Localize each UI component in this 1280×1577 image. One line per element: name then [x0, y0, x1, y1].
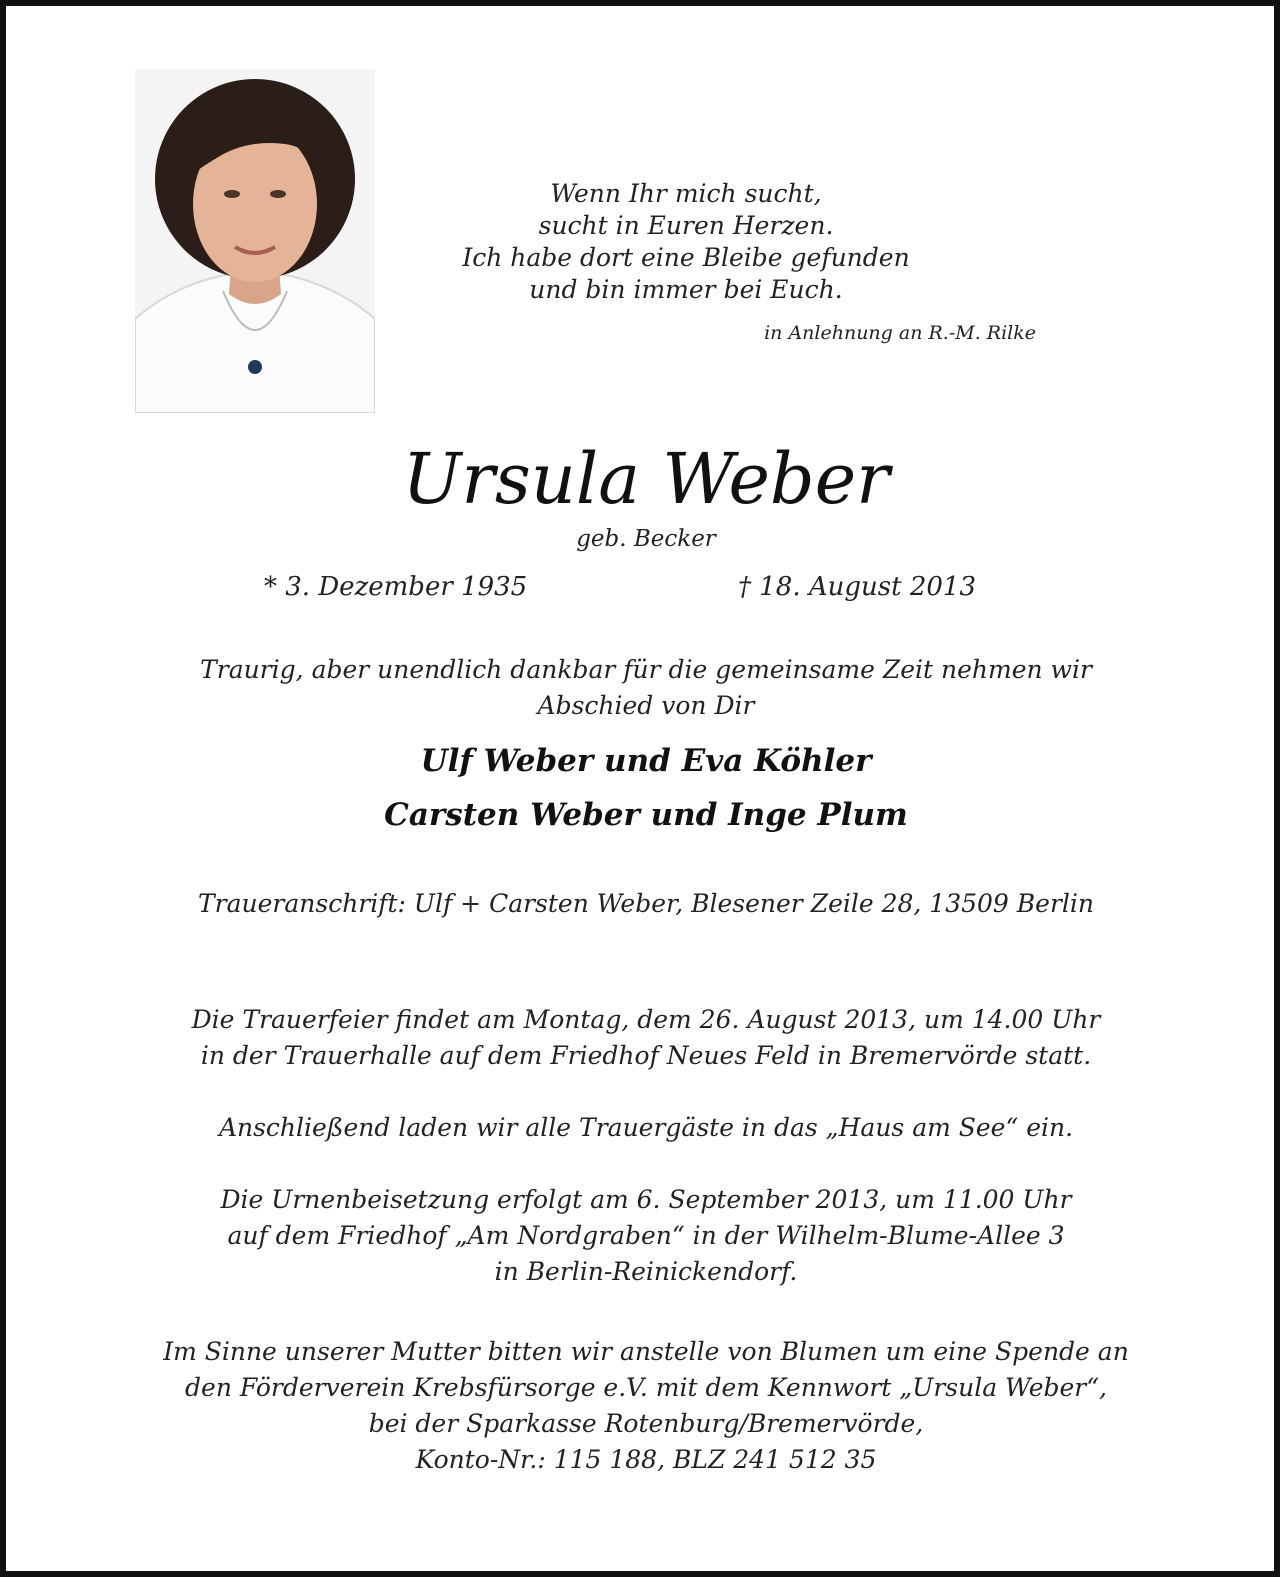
donation-line: Im Sinne unserer Mutter bitten wir anstelle von Blumen um eine Spende an — [163, 1337, 1129, 1366]
death-date: † 18. August 2013 — [738, 572, 977, 602]
invitation-text: Anschließend laden wir alle Trauergäste in das „Haus am See“ ein. — [218, 1113, 1074, 1142]
ceremony-text — [36, 1002, 1256, 1074]
family-line: Carsten Weber und Inge Plum — [384, 797, 908, 833]
poem-line: Ich habe dort eine Bleibe gefunden — [462, 243, 910, 272]
poem — [426, 178, 946, 306]
donation-line: bei der Sparkasse Rotenburg/Bremervörde, — [368, 1409, 924, 1438]
birth-date: * 3. Dezember 1935 — [264, 572, 528, 602]
poem-attribution: in Anlehnung an R.-M. Rilke — [764, 322, 1036, 344]
burial-text — [36, 1182, 1256, 1290]
burial-line: auf dem Friedhof „Am Nordgraben“ in der Wilhelm-Blume-Allee 3 — [227, 1221, 1065, 1250]
deceased-name: Ursula Weber — [402, 438, 890, 520]
farewell-line: Traurig, aber unendlich dankbar für die gemeinsame Zeit nehmen wir — [200, 655, 1092, 684]
farewell-line: Abschied von Dir — [537, 691, 755, 720]
donation-text — [36, 1334, 1256, 1478]
portrait-photo — [135, 69, 375, 413]
burial-line: in Berlin-Reinickendorf. — [494, 1257, 798, 1286]
farewell-text — [36, 652, 1256, 724]
donation-line: den Förderverein Krebsfürsorge e.V. mit dem Kennwort „Ursula Weber“, — [185, 1373, 1107, 1402]
poem-line: Wenn Ihr mich sucht, — [550, 179, 822, 208]
ceremony-line: Die Trauerfeier findet am Montag, dem 26. August 2013, um 14.00 Uhr — [191, 1005, 1101, 1034]
donation-line: Konto-Nr.: 115 188, BLZ 241 512 35 — [415, 1445, 877, 1474]
family-names — [6, 734, 1280, 842]
mourning-address: Traueranschrift: Ulf + Carsten Weber, Blesener Zeile 28, 13509 Berlin — [197, 889, 1094, 918]
maiden-name: geb. Becker — [576, 526, 716, 552]
poem-line: sucht in Euren Herzen. — [538, 211, 834, 240]
burial-line: Die Urnenbeisetzung erfolgt am 6. September 2013, um 11.00 Uhr — [220, 1185, 1072, 1214]
ceremony-line: in der Trauerhalle auf dem Friedhof Neues Feld in Bremervörde statt. — [200, 1041, 1092, 1070]
family-line: Ulf Weber und Eva Köhler — [420, 743, 872, 779]
poem-line: und bin immer bei Euch. — [529, 275, 843, 304]
